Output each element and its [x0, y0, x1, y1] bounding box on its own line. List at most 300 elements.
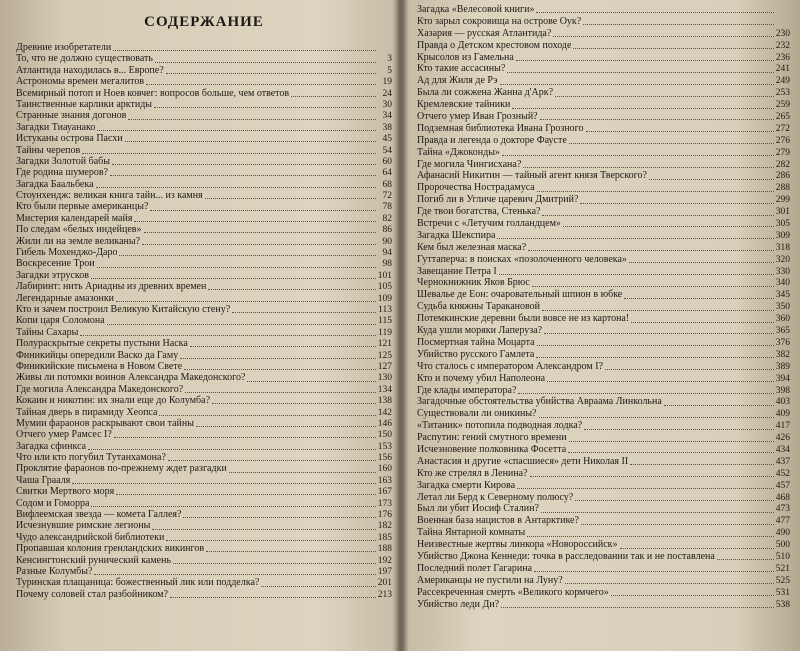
toc-entry-page-number: 188 [377, 544, 392, 555]
toc-entry [16, 509, 392, 520]
toc-entry-title: Туринская плащаница: божественный лик или подделка? [16, 577, 260, 589]
toc-entry-title: Загадка «Велесовой книги» [417, 4, 535, 15]
toc-leader-dots [565, 583, 774, 584]
toc-entry-title: Разные Колумбы? [16, 565, 93, 577]
toc-entry-title: Живы ли потомки воинов Александра Македонского? [16, 372, 246, 384]
toc-entry-title: «Титаник» потопила подводная лодка? [417, 420, 583, 432]
toc-entry [16, 133, 392, 144]
toc-entry-title: Пропавшая колония гренландских викингов [16, 543, 205, 555]
toc-entry-page-number: 68 [382, 179, 392, 190]
toc-entry-title: Где клады императора? [417, 384, 517, 396]
toc-entry-page-number: 276 [775, 135, 790, 146]
toc-leader-dots [150, 210, 376, 211]
toc-entry-title: Шевалье де Еон: очаровательный шпион в юбке [417, 289, 623, 301]
toc-leader-dots [537, 345, 774, 346]
toc-entry-page-number: 301 [775, 207, 790, 218]
toc-entry-title: Загадка Шекспира [417, 229, 496, 241]
toc-entry [417, 16, 790, 28]
toc-leader-dots [116, 301, 376, 302]
toc-leader-dots [112, 164, 376, 165]
toc-entry [417, 206, 790, 218]
toc-entry [417, 575, 790, 587]
toc-leader-dots [232, 312, 376, 313]
toc-entry-page-number: 265 [775, 112, 790, 123]
toc-entry-page-number: 19 [382, 77, 392, 88]
toc-entry-page-number: 30 [382, 99, 392, 110]
toc-leader-dots [166, 540, 375, 541]
toc-entry-title: Свитки Мертвого моря [16, 486, 115, 498]
right-page [405, 0, 800, 651]
toc-entry-page-number: 173 [377, 498, 392, 509]
toc-entry [16, 475, 392, 486]
toc-leader-dots [134, 221, 376, 222]
toc-entry [417, 492, 790, 504]
toc-leader-dots [649, 179, 774, 180]
toc-entry-page-number: 382 [775, 349, 790, 360]
toc-leader-dots [125, 141, 376, 142]
toc-leader-dots [168, 460, 376, 461]
toc-entry-page-number: 82 [382, 213, 392, 224]
toc-leader-dots [119, 255, 376, 256]
toc-entry [16, 441, 392, 452]
toc-entry-title: Летал ли Берд к Северному полюсу? [417, 491, 574, 503]
toc-entry [417, 456, 790, 468]
toc-leader-dots [247, 381, 375, 382]
toc-entry-title: Финикийские письмена в Новом Свете [16, 360, 183, 372]
toc-entry-page-number: 142 [377, 407, 392, 418]
toc-entry-page-number: 437 [775, 456, 790, 467]
toc-leader-dots [569, 441, 774, 442]
toc-entry-title: Погиб ли в Угличе царевич Дмитрий? [417, 194, 579, 206]
toc-entry [417, 480, 790, 492]
toc-entry [16, 486, 392, 497]
toc-entry [16, 463, 392, 474]
toc-entry [16, 281, 392, 292]
toc-entry-page-number: 167 [377, 487, 392, 498]
toc-entry-title: Тайная дверь в пирамиду Хеопса [16, 406, 158, 418]
toc-entry-title: Загадки Золотой бабы [16, 155, 110, 167]
toc-leader-dots [184, 369, 376, 370]
toc-entry-title: Содом и Гоморра [16, 497, 90, 509]
toc-entry-title: Убийство Джона Кеннеди: точка в расследовании так и не поставлена [417, 550, 715, 562]
toc-leader-dots [261, 586, 375, 587]
toc-entry-title: Была ли сожжена Жанна д'Арк? [417, 87, 554, 99]
toc-leader-dots [113, 50, 376, 51]
toc-entry-title: Загадки этрусков [16, 269, 89, 281]
toc-entry [417, 599, 790, 611]
toc-entry [16, 304, 392, 315]
toc-entry-page-number: 286 [775, 171, 790, 182]
toc-entry-title: Где родина шумеров? [16, 167, 108, 179]
toc-entry-page-number: 150 [377, 430, 392, 441]
toc-entry-page-number: 125 [377, 350, 392, 361]
toc-entry-page-number: 320 [775, 254, 790, 265]
toc-entry [417, 4, 790, 16]
toc-entry-title: Почему соловей стал разбойником? [16, 588, 168, 600]
toc-entry-page-number: 138 [377, 396, 392, 407]
toc-entry [417, 40, 790, 52]
toc-leader-dots [605, 369, 774, 370]
toc-entry-page-number: 288 [775, 183, 790, 194]
toc-leader-dots [537, 191, 774, 192]
toc-entry [16, 327, 392, 338]
toc-entry-title: Последний полет Гагарина [417, 562, 533, 574]
toc-leader-dots [624, 298, 774, 299]
toc-entry-page-number: 376 [775, 337, 790, 348]
toc-entry-page-number: 330 [775, 266, 790, 277]
toc-entry [417, 123, 790, 135]
toc-entry-page-number: 153 [377, 441, 392, 452]
toc-leader-dots [611, 595, 774, 596]
toc-entry-title: Кто такие ассасины? [417, 63, 506, 75]
toc-entry-title: Военная база нацистов в Антарктике? [417, 515, 579, 527]
toc-entry-page-number: 45 [382, 134, 392, 145]
toc-leader-dots [128, 119, 376, 120]
toc-leader-dots [183, 517, 375, 518]
toc-entry [417, 99, 790, 111]
toc-leader-dots [528, 250, 774, 251]
toc-entry [16, 42, 392, 53]
toc-entry-page-number: 417 [775, 421, 790, 432]
toc-entry [16, 555, 392, 566]
toc-entry-title: Кто же стрелял в Ленина? [417, 467, 528, 479]
toc-entry-title: Судьба княжны Таракановой [417, 301, 540, 313]
toc-leader-dots [573, 48, 773, 49]
toc-entry [16, 247, 392, 258]
toc-leader-dots [170, 597, 376, 598]
toc-entry-title: Кто и почему убил Наполеона [417, 372, 546, 384]
toc-entry [16, 270, 392, 281]
toc-leader-dots [97, 267, 376, 268]
toc-entry [417, 277, 790, 289]
toc-entry [417, 266, 790, 278]
toc-entry [417, 420, 790, 432]
toc-entry-page-number: 105 [377, 282, 392, 293]
toc-entry-title: Всемирный потоп и Ноев ковчег: вопросов больше, чем ответов [16, 87, 290, 99]
toc-entry-title: Загадка сфинкса [16, 440, 87, 452]
toc-leader-dots [146, 84, 376, 85]
toc-entry-page-number: 236 [775, 52, 790, 63]
toc-entry [16, 395, 392, 406]
toc-leader-dots [547, 381, 774, 382]
toc-entry [417, 313, 790, 325]
toc-entry-page-number: 201 [377, 578, 392, 589]
toc-leader-dots [91, 506, 375, 507]
toc-entry [16, 384, 392, 395]
toc-entry [16, 88, 392, 99]
toc-leader-dots [155, 62, 376, 63]
toc-entry [417, 254, 790, 266]
toc-entry [16, 543, 392, 554]
toc-entry-page-number: 176 [377, 510, 392, 521]
toc-entry-title: Правда о Детском крестовом походе [417, 39, 572, 51]
toc-entry-page-number: 309 [775, 230, 790, 241]
toc-leader-dots [501, 607, 774, 608]
toc-leader-dots [116, 494, 376, 495]
toc-entry-title: Кенсингтонский рунический камень [16, 554, 172, 566]
toc-leader-dots [208, 289, 375, 290]
toc-leader-dots [516, 60, 774, 61]
toc-entry [16, 577, 392, 588]
toc-entry [417, 539, 790, 551]
toc-leader-dots [114, 437, 376, 438]
toc-entry-page-number: 473 [775, 504, 790, 515]
toc-entry-page-number: 54 [382, 145, 392, 156]
toc-leader-dots [631, 322, 774, 323]
toc-leader-dots [580, 203, 773, 204]
toc-entry [417, 337, 790, 349]
toc-entry-page-number: 34 [382, 111, 392, 122]
toc-entry-title: Кем был железная маска? [417, 241, 527, 253]
toc-entry [16, 99, 392, 110]
toc-entry-page-number: 90 [382, 236, 392, 247]
toc-entry-title: Лабиринт: нить Ариадны из древних времен [16, 281, 207, 293]
toc-entry-title: Существовали ли оникины? [417, 408, 537, 420]
toc-entry-page-number: 434 [775, 444, 790, 455]
toc-entry [417, 28, 790, 40]
toc-entry-page-number: 3 [387, 54, 392, 65]
toc-entry-page-number: 318 [775, 242, 790, 253]
toc-entry-title: Отчего умер Рамсес I? [16, 429, 112, 441]
toc-leader-dots [581, 524, 774, 525]
toc-leader-dots [541, 512, 774, 513]
toc-entry-page-number: 398 [775, 385, 790, 396]
toc-entry-title: Чудо александрийской библиотеки [16, 531, 165, 543]
toc-entry [417, 444, 790, 456]
toc-leader-dots [517, 488, 774, 489]
toc-entry-title: Анастасия и другие «спасшиеся» дети Николая II [417, 455, 629, 467]
toc-entry-title: Американцы не пустили на Луну? [417, 574, 563, 586]
toc-entry-title: Истуканы острова Пасхи [16, 133, 123, 145]
toc-entry-page-number: 134 [377, 384, 392, 395]
toc-entry-title: Распутин: гений смутного времени [417, 432, 567, 444]
toc-leader-dots [536, 12, 774, 13]
toc-entry-title: Тайны Сахары [16, 326, 79, 338]
toc-entry-page-number: 78 [382, 202, 392, 213]
toc-entry-page-number: 538 [775, 599, 790, 610]
toc-leader-dots [555, 96, 774, 97]
toc-leader-dots [190, 346, 376, 347]
toc-entry-page-number: 119 [378, 327, 392, 338]
toc-entry-page-number: 113 [378, 304, 392, 315]
toc-entry-title: Кто и зачем построил Великую Китайскую стену? [16, 303, 231, 315]
toc-entry-title: Чаша Грааля [16, 474, 71, 486]
toc-entry [417, 361, 790, 373]
toc-entry-page-number: 299 [775, 195, 790, 206]
toc-entry-title: Убийство русского Гамлета [417, 348, 535, 360]
toc-entry-title: Стоунхендж: великая книга тайн... из камня [16, 190, 203, 202]
toc-entry-title: Загадка Баальбека [16, 178, 94, 190]
toc-entry-title: По следам «белых индейцев» [16, 224, 142, 236]
toc-entry [417, 503, 790, 515]
toc-entry [16, 224, 392, 235]
toc-entry-title: Гуттаперча: в поисках «позолоченного человека» [417, 253, 627, 265]
toc-leader-dots [630, 464, 774, 465]
toc-entry [417, 135, 790, 147]
toc-entry-page-number: 259 [775, 100, 790, 111]
toc-entry [16, 190, 392, 201]
toc-entry [16, 236, 392, 247]
toc-entry-title: Где могила Александра Македонского? [16, 383, 184, 395]
toc-entry [417, 289, 790, 301]
toc-entry-title: Астрономы времен мегалитов [16, 76, 145, 88]
toc-entry-page-number: 98 [382, 259, 392, 270]
toc-entry-title: Вифлеемская звезда — комета Галлея? [16, 509, 182, 521]
toc-entry-page-number: 72 [382, 191, 392, 202]
toc-leader-dots [586, 131, 774, 132]
toc-leader-dots [507, 72, 773, 73]
toc-entry [417, 325, 790, 337]
toc-entry [417, 468, 790, 480]
toc-entry [16, 65, 392, 76]
toc-entry [417, 349, 790, 361]
toc-leader-dots [542, 215, 773, 216]
toc-entry [417, 385, 790, 397]
toc-entry [417, 515, 790, 527]
toc-entry-page-number: 452 [775, 468, 790, 479]
toc-entry [16, 498, 392, 509]
toc-entry-page-number: 345 [775, 290, 790, 301]
toc-entry [16, 258, 392, 269]
toc-entry-page-number: 94 [382, 248, 392, 259]
toc-entry-title: Атлантида находилась в... Европе? [16, 64, 164, 76]
toc-entry-title: Правда и легенда о докторе Фаусте [417, 134, 567, 146]
toc-entry-title: Крысолов из Гамельна [417, 51, 514, 63]
toc-entry-page-number: 272 [775, 123, 790, 134]
toc-entry-title: Тайны черепов [16, 144, 81, 156]
toc-entry-page-number: 160 [377, 464, 392, 475]
toc-entry [417, 52, 790, 64]
toc-entry [16, 418, 392, 429]
toc-leader-dots [542, 310, 774, 311]
toc-entry-page-number: 230 [775, 28, 790, 39]
toc-leader-dots [206, 551, 376, 552]
toc-entry-title: Гибель Мохенджо-Даро [16, 247, 118, 259]
toc-entry [417, 63, 790, 75]
toc-entry-page-number: 127 [377, 361, 392, 372]
toc-entry-page-number: 60 [382, 156, 392, 167]
toc-entry-page-number: 121 [377, 339, 392, 350]
toc-leader-dots [540, 119, 774, 120]
toc-leader-dots [532, 286, 774, 287]
toc-entry-title: Кремлевские тайники [417, 99, 511, 111]
toc-entry-title: Завещание Петра I [417, 265, 497, 277]
toc-entry-title: Тайна Янтарной комнаты [417, 527, 526, 539]
toc-leader-dots [629, 262, 774, 263]
toc-entry-page-number: 241 [775, 64, 790, 75]
toc-entry-page-number: 163 [377, 475, 392, 486]
toc-entry-title: Кто зарыл сокровища на острове Оук? [417, 15, 582, 27]
toc-leader-dots [205, 198, 376, 199]
toc-leader-dots [512, 108, 773, 109]
toc-entry-page-number: 115 [378, 316, 392, 327]
toc-entry-title: То, что не должно существовать [16, 53, 153, 65]
toc-leader-dots [185, 392, 376, 393]
toc-leader-dots [563, 226, 774, 227]
toc-entry [16, 122, 392, 133]
toc-entry-page-number: 86 [382, 225, 392, 236]
toc-leader-dots [173, 563, 376, 564]
toc-entry-title: Исчезнувшие римские легионы [16, 520, 151, 532]
toc-leader-dots [575, 500, 774, 501]
toc-entry [417, 87, 790, 99]
toc-entry [417, 301, 790, 313]
toc-entry-title: Мумии фараонов раскрывают свои тайны [16, 417, 194, 429]
toc-entry [16, 520, 392, 531]
toc-entry-page-number: 360 [775, 314, 790, 325]
toc-entry-title: Жили ли на земле великаны? [16, 235, 141, 247]
toc-leader-dots [107, 324, 376, 325]
toc-entry-page-number: 197 [377, 566, 392, 577]
toc-entry-title: Рассекреченная смерть «Великого кормчего» [417, 586, 609, 598]
toc-entry [16, 53, 392, 64]
toc-entry [16, 315, 392, 326]
toc-entry [16, 156, 392, 167]
toc-entry-page-number: 213 [377, 589, 392, 600]
toc-leader-dots [159, 415, 375, 416]
toc-leader-dots [80, 335, 376, 336]
toc-leader-dots [91, 278, 376, 279]
toc-entry-page-number: 156 [377, 453, 392, 464]
toc-entry-page-number: 350 [775, 302, 790, 313]
toc-leader-dots [72, 483, 375, 484]
toc-entry-page-number: 182 [377, 521, 392, 532]
toc-entry [16, 372, 392, 383]
toc-entry [16, 452, 392, 463]
toc-entry-page-number: 249 [775, 76, 790, 87]
toc-entry-title: Кокаин и никотин: их знали еще до Колумба? [16, 395, 211, 407]
toc-entry-title: Встречи с «Летучим голландцем» [417, 218, 561, 230]
toc-entry-page-number: 525 [775, 575, 790, 586]
toc-leader-dots [544, 333, 774, 334]
toc-leader-dots [154, 107, 376, 108]
toc-entry-title: Подземная библиотека Ивана Грозного [417, 122, 584, 134]
toc-entry [417, 527, 790, 539]
toc-entry-page-number: 38 [382, 122, 392, 133]
toc-entry-title: Странные знания догонов [16, 110, 127, 122]
toc-entry [417, 242, 790, 254]
toc-entry-title: Пророчества Нострадамуса [417, 182, 535, 194]
toc-entry-page-number: 279 [775, 147, 790, 158]
toc-entry-page-number: 192 [377, 555, 392, 566]
toc-entry [16, 566, 392, 577]
toc-entry-title: Потемкинские деревни были вовсе не из картона! [417, 313, 630, 325]
toc-entry-page-number: 130 [377, 373, 392, 384]
toc-entry-page-number: 394 [775, 373, 790, 384]
toc-entry [16, 201, 392, 212]
toc-leader-dots [97, 130, 376, 131]
toc-entry-page-number: 253 [775, 88, 790, 99]
toc-entry-title: Чернокнижник Яков Брюс [417, 277, 530, 289]
toc-leader-dots [536, 357, 773, 358]
toc-leader-dots [527, 536, 774, 537]
toc-entry-title: Неизвестные жертвы линкора «Новороссийск» [417, 539, 618, 551]
toc-entry [16, 167, 392, 178]
toc-entry-title: Ад для Жиля де Рэ [417, 75, 498, 87]
toc-entry-title: Проклятие фараонов по-прежнему ждет разгадки [16, 463, 227, 475]
toc-entry [417, 170, 790, 182]
toc-entry-title: Тайна «Джоконды» [417, 146, 500, 158]
toc-entry [16, 110, 392, 121]
toc-entry-title: Полураскрытые секреты пустыни Наска [16, 338, 188, 350]
toc-leader-dots [94, 574, 375, 575]
toc-entry [417, 408, 790, 420]
toc-leader-dots [497, 238, 773, 239]
toc-entry-page-number: 490 [775, 528, 790, 539]
toc-entry-page-number: 426 [775, 433, 790, 444]
toc-entry [417, 563, 790, 575]
toc-entry-page-number: 109 [377, 293, 392, 304]
